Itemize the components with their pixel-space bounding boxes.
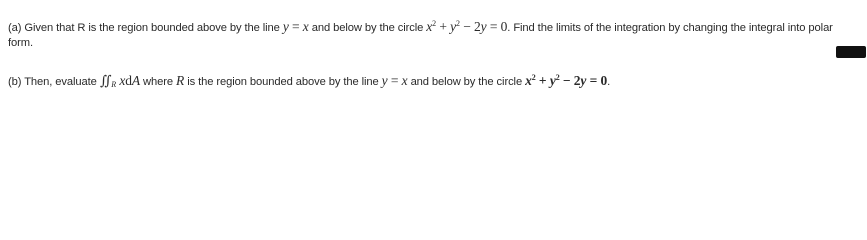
question-b-text-3: is the region bounded above by the line [187,76,379,88]
question-b-label: (b) [8,76,22,88]
question-b-text-2: where [143,76,174,88]
circle-equation-b: $x^2 + y^2 - 2y = 0$ [525,73,608,88]
line-equation: y = x [282,19,309,34]
question-b-text-1: Then, evaluate [24,76,97,88]
question-b-text-4: and below by the circle [410,76,523,88]
circle-equation: $x^2 + y^2 - 2y = 0$ [426,19,508,34]
question-a [8,16,843,51]
question-a-text-2: and below by the circle [311,22,424,34]
question-a-text-3: . Find the limits of the integration by changing the integral into polar form. [8,22,833,49]
line-equation-b: y = x [381,73,408,88]
question-a-label: (a) [8,22,22,34]
double-integral: $∬_R$ xdA [99,73,141,89]
question-a-text-1: Given that R is the region bounded above by the line [24,22,280,34]
region-symbol: R [176,73,185,88]
redaction-mark [836,46,866,58]
question-b-text-5: . [607,76,611,88]
question-b [8,70,610,92]
